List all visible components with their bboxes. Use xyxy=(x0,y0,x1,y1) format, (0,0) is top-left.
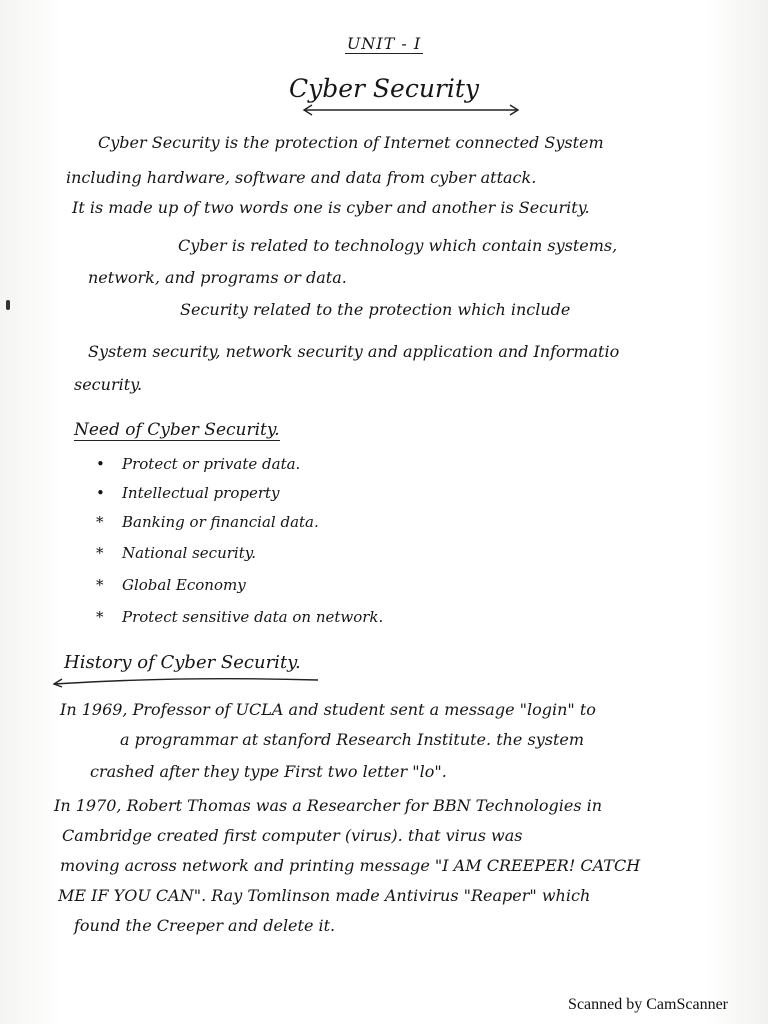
bullet-marker: * xyxy=(96,544,104,562)
intro-line: Cyber Security is the protection of Internet connected System xyxy=(98,133,604,152)
history-line: In 1970, Robert Thomas was a Researcher for BBN Technologies in xyxy=(54,796,603,815)
scanner-watermark: Scanned by CamScanner xyxy=(568,996,728,1013)
history-line: found the Creeper and delete it. xyxy=(74,916,336,935)
intro-line: including hardware, software and data from cyber attack. xyxy=(66,168,537,187)
need-heading: Need of Cyber Security. xyxy=(74,420,280,440)
unit-label: UNIT - I xyxy=(346,34,422,53)
list-item xyxy=(96,455,300,473)
list-item xyxy=(96,544,256,562)
history-line: a programmar at stanford Research Institute. the system xyxy=(120,730,585,749)
page-title: Cyber Security xyxy=(288,74,480,103)
list-item-text: Global Economy xyxy=(122,576,246,594)
history-line: ME IF YOU CAN". Ray Tomlinson made Antivirus "Reaper" which xyxy=(58,886,591,905)
history-line: Cambridge created first computer (virus). that virus was xyxy=(62,826,523,845)
list-item xyxy=(96,608,383,626)
bullet-marker: * xyxy=(96,608,104,626)
history-line: In 1969, Professor of UCLA and student sent a message "login" to xyxy=(60,700,596,719)
bullet-marker: • xyxy=(96,455,105,473)
bullet-marker: • xyxy=(96,484,105,502)
intro-line: It is made up of two words one is cyber and another is Security. xyxy=(72,198,590,217)
history-line: crashed after they type First two letter "lo". xyxy=(90,762,447,781)
history-line: moving across network and printing message "I AM CREEPER! CATCH xyxy=(60,856,641,875)
intro-line: network, and programs or data. xyxy=(88,268,347,287)
list-item xyxy=(96,576,246,594)
list-item xyxy=(96,484,280,502)
intro-line: security. xyxy=(74,375,143,394)
list-item-text: Intellectual property xyxy=(122,484,280,502)
intro-line: Security related to the protection which include xyxy=(180,300,571,319)
bullet-marker: * xyxy=(96,513,104,531)
bullet-marker: * xyxy=(96,576,104,594)
margin-mark xyxy=(6,300,10,310)
list-item-text: Protect or private data. xyxy=(122,455,301,473)
intro-line: Cyber is related to technology which contain systems, xyxy=(178,236,618,255)
history-underline-arrow xyxy=(50,674,322,688)
history-heading: History of Cyber Security. xyxy=(64,652,301,673)
title-double-arrow xyxy=(300,104,522,116)
list-item-text: National security. xyxy=(122,544,256,562)
unit-heading xyxy=(0,34,768,53)
list-item-text: Banking or financial data. xyxy=(122,513,319,531)
list-item-text: Protect sensitive data on network. xyxy=(122,608,384,626)
list-item xyxy=(96,513,319,531)
intro-line: System security, network security and application and Informatio xyxy=(88,342,620,361)
